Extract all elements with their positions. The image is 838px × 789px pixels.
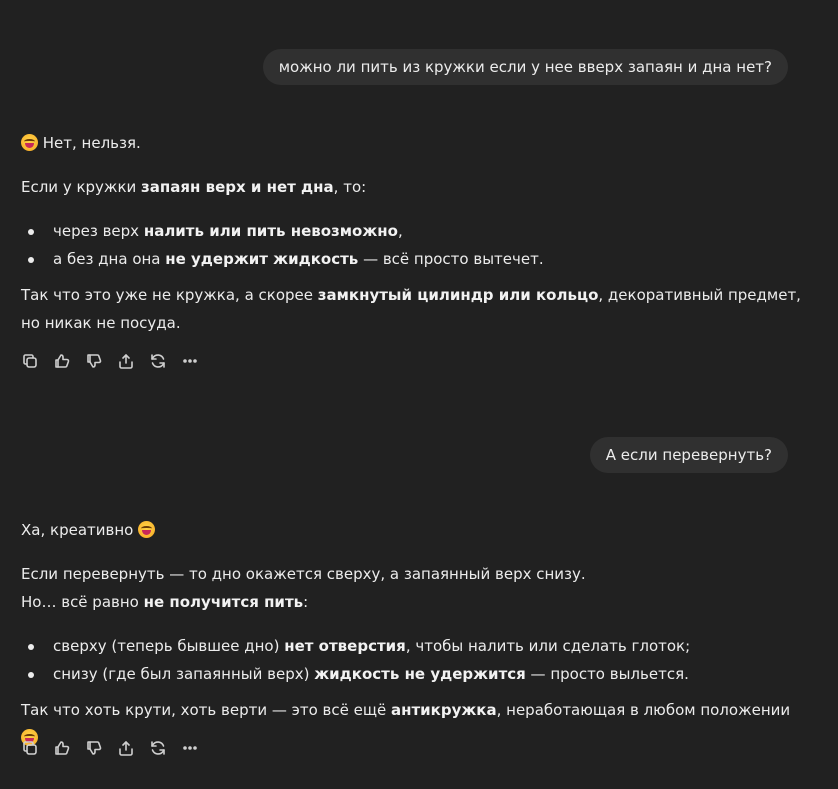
bold-text: не получится пить <box>143 593 304 611</box>
share-icon[interactable] <box>117 739 135 757</box>
assistant-paragraph <box>21 173 801 201</box>
more-icon[interactable] <box>181 739 199 757</box>
bold-text: налить или пить невозможно <box>143 222 398 240</box>
list-item <box>21 245 801 273</box>
text-span: Но… всё равно <box>21 593 144 611</box>
text-span: Если перевернуть — то дно окажется сверху, а запаянный верх снизу. <box>21 565 586 583</box>
assistant-intro <box>21 129 801 157</box>
intro-text: Нет, нельзя. <box>38 134 141 152</box>
bold-text: нет отверстия <box>284 637 406 655</box>
bold-text: жидкость не удержится <box>314 665 526 683</box>
thumbs-down-icon[interactable] <box>85 739 103 757</box>
text-span: Так что это уже не кружка, а скорее <box>21 286 318 304</box>
assistant-paragraph <box>21 281 801 337</box>
list-item <box>21 217 801 245</box>
text-span: , чтобы налить или сделать глоток; <box>405 637 691 655</box>
intro-text: Ха, креативно <box>21 521 139 539</box>
assistant-message <box>21 129 801 337</box>
message-actions <box>21 352 199 370</box>
grinning-tongue-emoji-icon <box>21 134 38 151</box>
list-item <box>21 632 801 660</box>
text-span: — всё просто вытечет. <box>358 250 544 268</box>
regenerate-icon[interactable] <box>149 352 167 370</box>
copy-icon[interactable] <box>21 352 39 370</box>
bold-text: антикружка <box>390 701 497 719</box>
regenerate-icon[interactable] <box>149 739 167 757</box>
text-span: сверху (теперь бывшее дно) <box>53 637 285 655</box>
user-message-text: А если перевернуть? <box>605 446 772 464</box>
bullet-list <box>21 217 801 273</box>
text-span: , то: <box>333 178 367 196</box>
thumbs-up-icon[interactable] <box>53 739 71 757</box>
assistant-paragraph <box>21 560 801 616</box>
assistant-intro <box>21 516 801 544</box>
thumbs-up-icon[interactable] <box>53 352 71 370</box>
copy-icon[interactable] <box>21 739 39 757</box>
text-span: , <box>397 222 403 240</box>
user-message-text: можно ли пить из кружки если у нее вверх запаян и дна нет? <box>278 58 772 76</box>
text-span: снизу (где был запаянный верх) <box>53 665 315 683</box>
text-span: , неработающая в любом положении <box>496 701 791 719</box>
user-message-bubble <box>263 49 788 85</box>
bold-text: не удержит жидкость <box>165 250 359 268</box>
assistant-message <box>21 516 801 752</box>
bold-text: замкнутый цилиндр или кольцо <box>317 286 599 304</box>
share-icon[interactable] <box>117 352 135 370</box>
list-item <box>21 660 801 688</box>
text-span: — просто выльется. <box>525 665 689 683</box>
more-icon[interactable] <box>181 352 199 370</box>
text-span: Так что хоть крути, хоть верти — это всё ещё <box>21 701 391 719</box>
text-span: , декоративный предмет, но никак не посуда. <box>21 286 801 332</box>
bullet-list <box>21 632 801 688</box>
user-message-bubble <box>590 437 788 473</box>
grinning-tongue-emoji-icon <box>138 521 155 538</box>
message-actions <box>21 739 199 757</box>
text-span: а без дна она <box>53 250 166 268</box>
text-span: : <box>303 593 309 611</box>
bold-text: запаян верх и нет дна <box>141 178 334 196</box>
text-span: через верх <box>53 222 144 240</box>
thumbs-down-icon[interactable] <box>85 352 103 370</box>
text-span: Если у кружки <box>21 178 142 196</box>
